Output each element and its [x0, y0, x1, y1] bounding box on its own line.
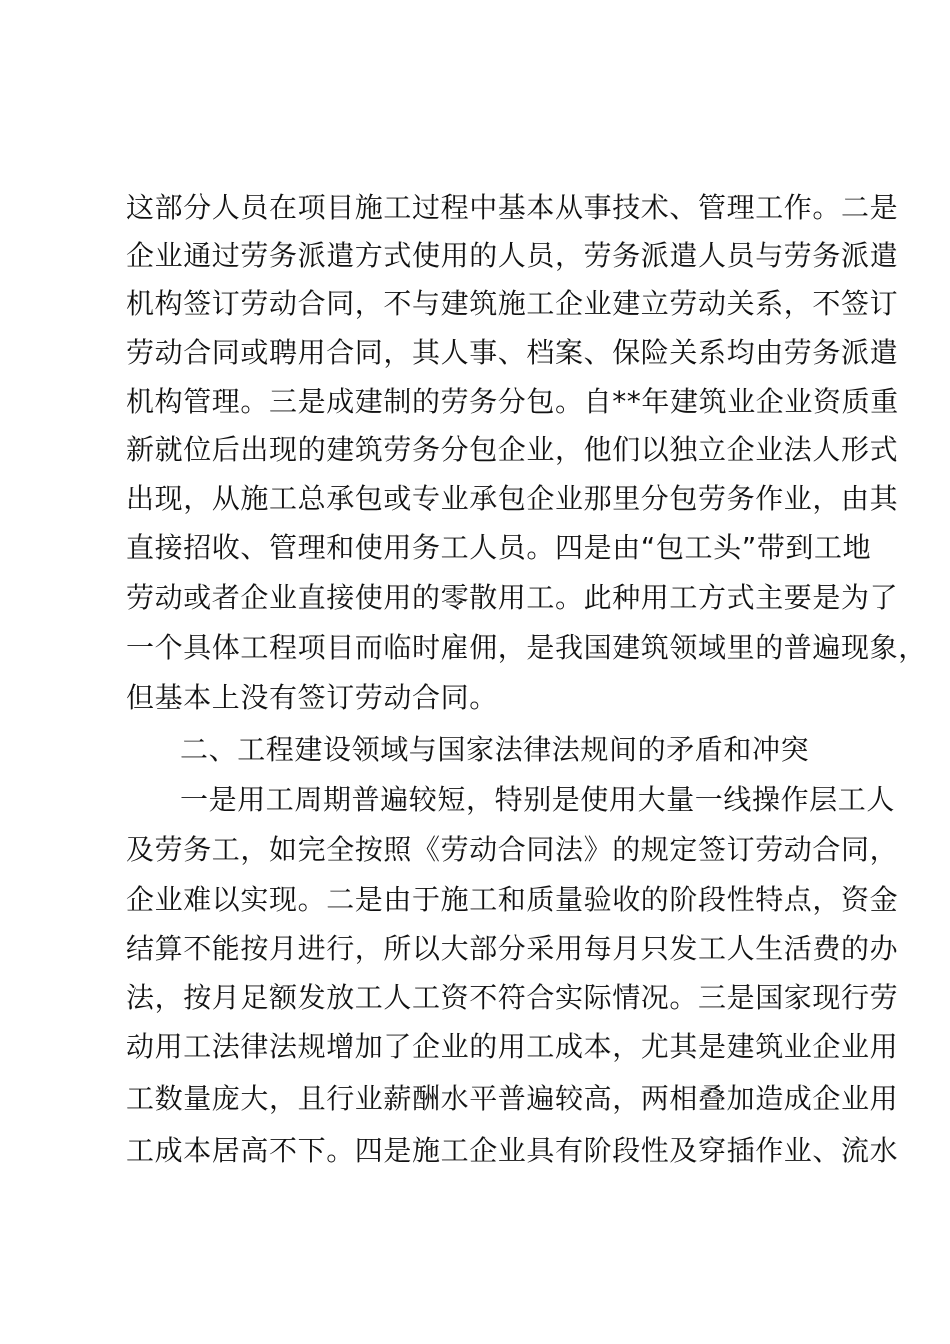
text-line: 企业难以实现。二是由于施工和质量验收的阶段性特点，资金: [126, 883, 899, 916]
text-line: 法，按月足额发放工人工资不符合实际情况。三是国家现行劳: [126, 981, 899, 1014]
text-line: 但基本上没有签订劳动合同。: [126, 681, 498, 714]
text-line: 劳动或者企业直接使用的零散用工。此种用工方式主要是为了: [126, 581, 899, 614]
paragraph-first-line: 一是用工周期普遍较短，特别是使用大量一线操作层工人: [180, 783, 896, 816]
text-line: 机构管理。三是成建制的劳务分包。自**年建筑业企业资质重: [126, 385, 899, 418]
text-line: 动用工法律法规增加了企业的用工成本，尤其是建筑业企业用: [126, 1030, 899, 1063]
text-line: 及劳务工，如完全按照《劳动合同法》的规定签订劳动合同，: [126, 833, 899, 866]
text-line: 企业通过劳务派遣方式使用的人员，劳务派遣人员与劳务派遣: [126, 239, 899, 272]
text-line: 结算不能按月进行，所以大部分采用每月只发工人生活费的办: [126, 932, 899, 965]
text-line: 劳动合同或聘用合同，其人事、档案、保险关系均由劳务派遣: [126, 336, 899, 369]
text-line: 一个具体工程项目而临时雇佣，是我国建筑领域里的普遍现象，: [126, 631, 927, 664]
text-line: 新就位后出现的建筑劳务分包企业，他们以独立企业法人形式: [126, 433, 899, 466]
text-line: 工数量庞大，且行业薪酬水平普遍较高，两相叠加造成企业用: [126, 1082, 899, 1115]
text-line: 出现，从施工总承包或专业承包企业那里分包劳务作业，由其: [126, 482, 899, 515]
text-line: 机构签订劳动合同，不与建筑施工企业建立劳动关系，不签订: [126, 287, 899, 320]
text-line: 这部分人员在项目施工过程中基本从事技术、管理工作。二是: [126, 191, 899, 224]
text-line: 直接招收、管理和使用务工人员。四是由“包工头”带到工地: [126, 531, 872, 564]
text-line: 工成本居高不下。四是施工企业具有阶段性及穿插作业、流水: [126, 1134, 899, 1167]
section-heading: 二、工程建设领域与国家法律法规间的矛盾和冲突: [180, 733, 810, 766]
